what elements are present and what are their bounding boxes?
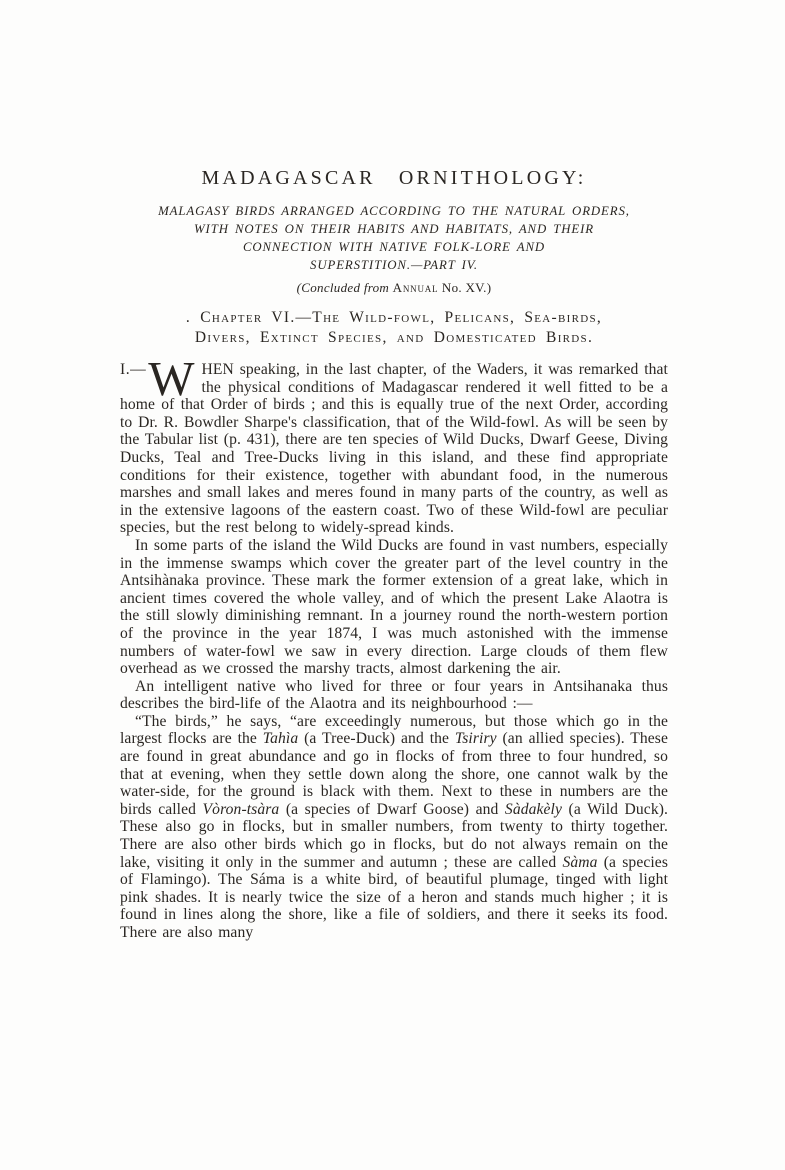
concluded-note: [120, 280, 668, 296]
italic-run: Tsiriry: [454, 730, 497, 748]
text-run: (a Wild Duck). These also go in flocks, but in smaller numbers, from twenty to thirty together. There are also other birds which go in flocks, but do not always remain on the lake, visiting it only in the summer and autumn ; these are called: [120, 800, 669, 871]
italic-run: Tahìa: [262, 730, 299, 748]
subtitle: [120, 202, 668, 274]
text-run: (a species of Flamingo). The Sáma is a white bird, of beautiful plumage, tinged with light pink shades. It is nearly twice the size of a heron and stands much higher ; it is found in lines along the shore, like a file of soldiers, and there it seeks its food. There are also many: [120, 853, 668, 941]
text-run: No. XV.): [438, 280, 492, 295]
text-block: [120, 0, 668, 942]
body-text: [120, 351, 669, 942]
section-number: I.—: [120, 361, 147, 378]
subtitle-line: CONNECTION WITH NATIVE FOLK-LORE AND: [242, 240, 546, 254]
chapter-heading: [120, 308, 668, 347]
text-run: (a Tree-Duck) and the: [298, 730, 455, 748]
paragraph: [120, 537, 668, 678]
text-run: HEN speaking, in the last chapter, of the Waders, it was remarked that the physical conditions of Madagascar rendered it well fitted to be a home of that Order of birds ; and this is equally true of the next Order, according to Dr. R. Bowdler Sharpe's classification, that of the Wild-fowl. As will be seen by the Tabular list (p. 431), there are ten species of Wild Ducks, Dwarf Geese, Diving Ducks, Teal and Tree-Ducks living in this island, and these find appropriate conditions for their existence, together with abundant food, in the numerous marshes and small lakes and meres found in many parts of the country, as well as in the extensive lagoons of the eastern coast. Two of these Wild-fowl are peculiar species, but the rest belong to widely-spread kinds.: [120, 361, 668, 537]
subtitle-line: SUPERSTITION.—PART IV.: [310, 258, 478, 272]
text-run: (an allied species). These are found in great abundance and go in flocks of from three to four hundred, so that at evening, when they settle down along the shore, one cannot walk by the water-side, for the ground is black with them. Next to these in numbers are the birds called: [120, 730, 668, 818]
text-run: In some parts of the island the Wild Ducks are found in vast numbers, especially in the immense swamps which cover the greater part of the level country in the Antsihànaka province. These mark the former extension of a great lake, which in ancient times covered the whole valley, and of which the present Lake Alaotra is the still slowly diminishing remnant. In a journey round the north-western portion of the province in the year 1874, I was much astonished with the immense numbers of water-fowl we saw in every direction. Large clouds of them flew overhead as we crossed the marshy tracts, almost darkening the air.: [120, 536, 668, 678]
chapter-line: . Chapter VI.—The Wild-fowl, Pelicans, Sea-birds,: [185, 309, 603, 326]
chapter-line: Divers, Extinct Species, and Domesticated Birds.: [194, 328, 594, 346]
italic-run: (Concluded from: [296, 280, 393, 295]
paragraph: [120, 351, 668, 537]
dropcap: W: [148, 351, 195, 406]
italic-run: Sàma: [562, 853, 598, 871]
dropcap-group: [120, 351, 195, 406]
italic-run: Vòron-tsàra: [202, 800, 280, 818]
italic-run: Sàdakèly: [504, 800, 563, 818]
text-run: (a species of Dwarf Goose) and: [279, 800, 505, 818]
text-run: An intelligent native who lived for three or four years in Antsihanaka thus describes the bird-life of the Alaotra and its neighbourhood :—: [120, 677, 668, 713]
subtitle-line: WITH NOTES ON THEIR HABITS AND HABITATS, AND THEIR: [193, 222, 594, 236]
smallcaps-run: Annual: [392, 280, 439, 295]
subtitle-line: MALAGASY BIRDS ARRANGED ACCORDING TO THE NATURAL ORDERS,: [158, 204, 630, 218]
page-title: MADAGASCAR ORNITHOLOGY:: [201, 167, 587, 189]
paragraph: [120, 713, 668, 942]
paragraph: [120, 678, 668, 713]
text-run: “The birds,” he says, “are exceedingly numerous, but those which go in the largest flocks are the: [120, 712, 668, 748]
